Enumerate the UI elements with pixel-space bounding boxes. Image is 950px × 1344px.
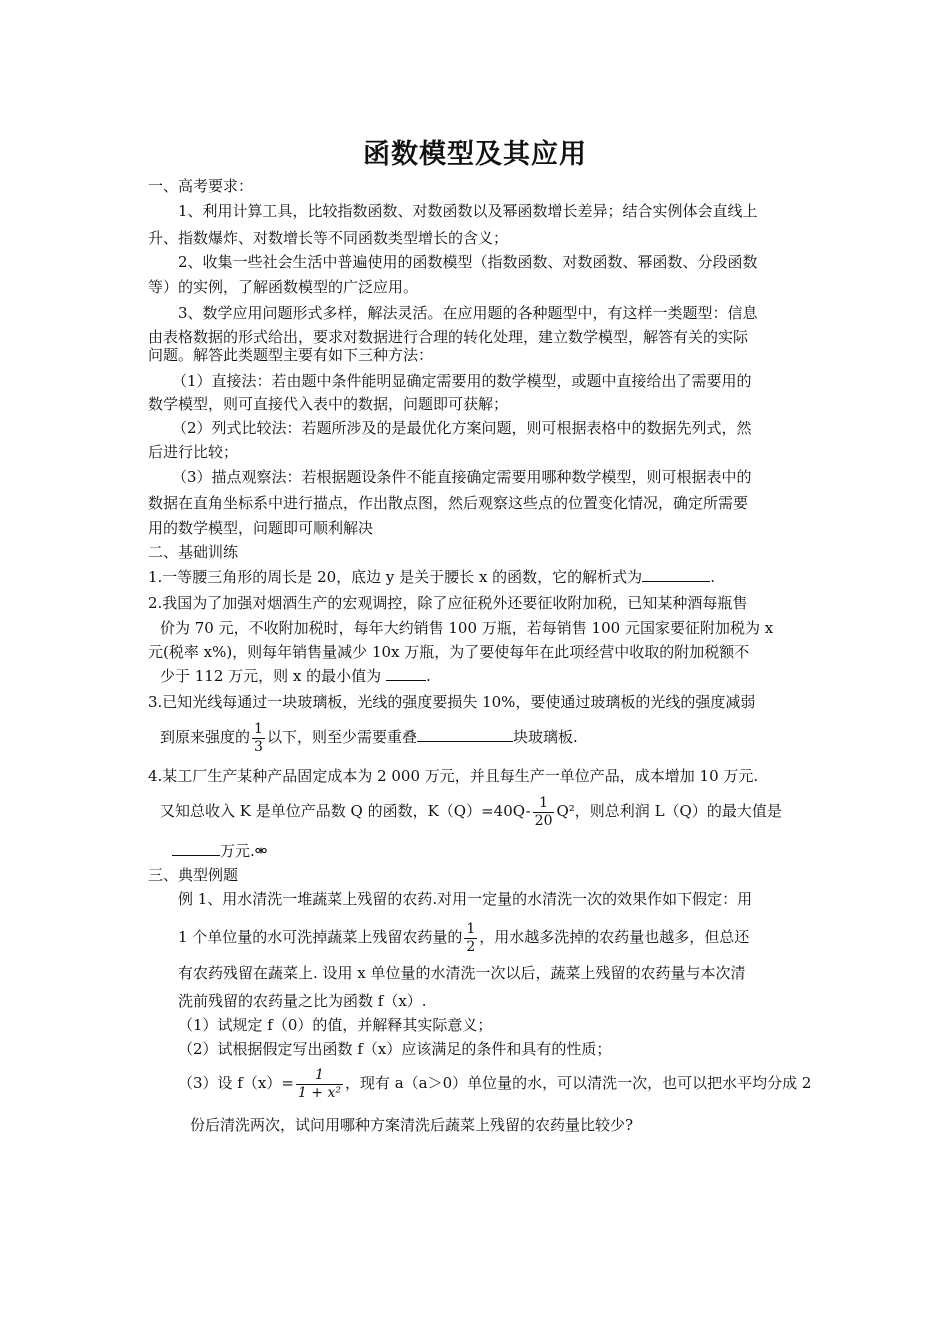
page-title: 函数模型及其应用 (363, 139, 587, 170)
example-1-part-3-line-2: 份后清洗两次，试问用哪种方案清洗后蔬菜上残留的农药量比较少? (190, 1116, 634, 1134)
requirement-3-line-2: 由表格数据的形式给出，要求对数据进行合理的转化处理，建立数学模型，解答有关的实际 (148, 328, 749, 346)
answer-blank-3[interactable] (417, 727, 513, 742)
question-3-text-a: 到原来强度的 (160, 728, 251, 746)
question-4-line-3 (172, 841, 267, 861)
answer-blank-1[interactable] (642, 567, 710, 582)
method-2-line-2: 后进行比较； (148, 443, 239, 461)
fraction-one-over-one-plus-x-squared: $\frac{1}{\text{1 + x²}}$ (297, 1066, 341, 1101)
example-1-line-3: 有农药残留在蔬菜上. 设用 x 单位量的水清洗一次以后，蔬菜上残留的农药量与本次清 (178, 964, 746, 982)
method-1-line-2: 数学模型，则可直接代入表中的数据，问题即可获解； (148, 395, 509, 413)
example-1-part-3-text-b: ，现有 a（a＞0）单位量的水，可以清洗一次，也可以把水平均分成 2 (344, 1074, 812, 1092)
question-4-text-a: 又知总收入 K 是单位产品数 Q 的函数，K（Q）=40Q- (160, 802, 531, 820)
method-3-line-1: （3）描点观察法：若根据题设条件不能直接确定需要用哪种数学模型，则可根据表中的 (172, 468, 752, 486)
question-3-line-2 (160, 717, 578, 757)
requirement-3-line-1: 3、数学应用问题形式多样，解法灵活。在应用题的各种题型中，有这样一类题型：信息 (178, 304, 758, 322)
requirement-3-line-3: 问题。解答此类题型主要有如下三种方法： (148, 346, 434, 364)
requirement-2-line-1: 2、收集一些社会生活中普遍使用的函数模型（指数函数、对数函数、幂函数、分段函数 (178, 253, 758, 271)
question-2-line-1: 2.我国为了加强对烟酒生产的宏观调控，除了应征税外还要征收附加税，已知某种酒每瓶售 (148, 594, 748, 612)
method-2-line-1: （2）列式比较法：若题所涉及的是最优化方案问题，则可根据表格中的数据先列式，然 (172, 419, 752, 437)
answer-blank-4[interactable] (172, 841, 220, 856)
question-2-line-4 (160, 666, 431, 686)
fraction-one-twentieth: $\frac{1}{20}$ (534, 794, 553, 829)
requirement-1-line-2: 升、指数爆炸、对数增长等不同函数类型增长的含义； (148, 229, 509, 247)
question-4-line-1: 4.某工厂生产某种产品固定成本为 2 000 万元，并且每生产一单位产品，成本增加 10 万元. (148, 767, 759, 785)
question-2-text: 少于 112 万元，则 x 的最小值为 (160, 667, 382, 685)
example-1-line-1: 例 1、用水清洗一堆蔬菜上残留的农药.对用一定量的水清洗一次的效果作如下假定：用 (178, 890, 753, 908)
answer-blank-2[interactable] (386, 666, 426, 681)
requirement-2-line-2: 等）的实例，了解函数模型的广泛应用。 (148, 278, 419, 296)
section-heading-basic-training: 二、基础训练 (148, 543, 239, 561)
example-1-text-b: ，用水越多洗掉的农药量也越多，但总还 (479, 928, 750, 946)
fraction-one-half: $\frac{1}{2}$ (466, 920, 476, 955)
question-4-line-2 (160, 791, 782, 831)
example-1-part-3-text-a: （3）设 f（x）= (178, 1074, 294, 1092)
section-heading-examples: 三、典型例题 (148, 866, 239, 884)
example-1-part-1: （1）试规定 f（0）的值，并解释其实际意义； (178, 1016, 493, 1034)
example-1-line-4: 洗前残留的农药量之比为函数 f（x）. (178, 992, 427, 1010)
question-2-line-2: 价为 70 元，不收附加税时，每年大约销售 100 万瓶，若每销售 100 元国家要征附加税为 x (160, 619, 774, 637)
method-1-line-1: （1）直接法：若由题中条件能明显确定需要用的数学模型，或题中直接给出了需要用的 (172, 372, 752, 390)
question-1-end: . (710, 568, 715, 586)
section-heading-requirements: 一、高考要求： (148, 177, 254, 195)
fraction-one-third: $\frac{1}{3}$ (254, 720, 263, 755)
example-1-part-2: （2）试根据假定写出函数 f（x）应该满足的条件和具有的性质； (178, 1040, 612, 1058)
question-2-line-3: 元(税率 x%)，则每年销售量减少 10x 万瓶，为了要使每年在此项经营中收取的附加税额不 (148, 643, 750, 661)
question-1 (148, 567, 715, 587)
question-3-line-1: 3.已知光线每通过一块玻璃板，光线的强度要损失 10%，要使通过玻璃板的光线的强度减弱 (148, 693, 756, 711)
requirement-1-line-1: 1、利用计算工具，比较指数函数、对数函数以及幂函数增长差异；结合实例体会直线上 (178, 202, 758, 220)
scribble-mark-icon: ⚮ (254, 842, 268, 860)
question-2-end: . (425, 667, 431, 685)
method-3-line-2: 数据在直角坐标系中进行描点，作出散点图，然后观察这些点的位置变化情况，确定所需要 (148, 494, 749, 512)
question-3-text-b: 以下，则至少需要重叠 (266, 728, 417, 746)
example-1-part-3-line-1 (178, 1063, 811, 1103)
question-3-text-c: 块玻璃板. (512, 728, 578, 746)
method-3-line-3: 用的数学模型，问题即可顺利解决 (148, 519, 374, 537)
example-1-text-a: 1 个单位量的水可洗掉蔬菜上残留农药量的 (178, 928, 463, 946)
example-1-line-2 (178, 917, 749, 957)
question-4-text-b: Q²，则总利润 L（Q）的最大值是 (556, 802, 782, 820)
question-4-text-c: 万元. (220, 842, 255, 860)
question-1-text: 1.一等腰三角形的周长是 20，底边 y 是关于腰长 x 的函数，它的解析式为 (148, 568, 643, 586)
